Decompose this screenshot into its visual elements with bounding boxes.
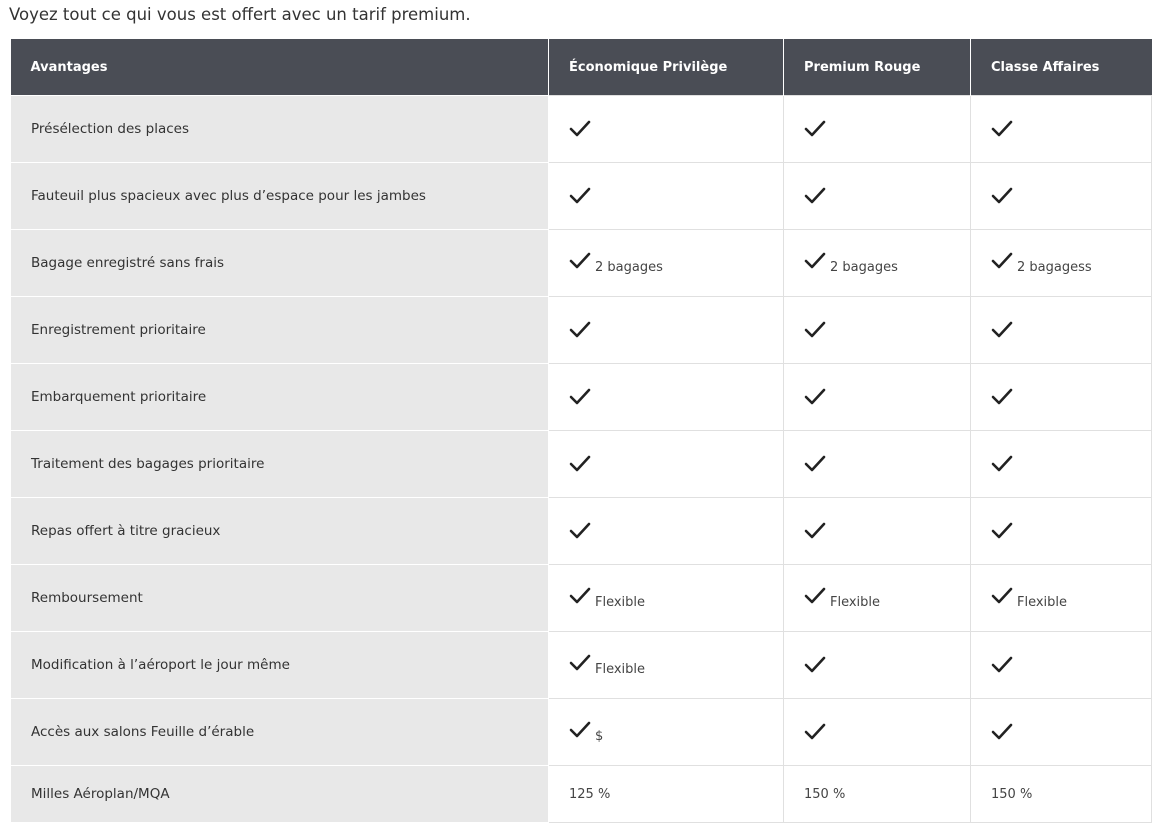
header-classe-affaires: Classe Affaires [971, 39, 1152, 96]
benefit-cell [971, 766, 1152, 823]
benefit-cell [784, 96, 971, 163]
benefit-cell [971, 699, 1152, 766]
checkmark-icon [804, 586, 826, 606]
table-row [11, 230, 1152, 297]
benefit-cell [971, 565, 1152, 632]
checkmark-icon [991, 251, 1013, 271]
checkmark-icon [991, 320, 1013, 340]
header-economique-privilege: Économique Privilège [549, 39, 784, 96]
fare-comparison-table [10, 39, 1152, 823]
cell-note: 2 bagagess [1017, 260, 1092, 275]
cell-value: 150 % [804, 787, 846, 802]
header-avantages: Avantages [11, 39, 549, 96]
checkmark-icon [804, 722, 826, 742]
checkmark-icon [569, 720, 591, 740]
checkmark-icon [804, 251, 826, 271]
table-row [11, 96, 1152, 163]
checkmark-icon [991, 521, 1013, 541]
checkmark-icon [569, 653, 591, 673]
benefit-cell [549, 699, 784, 766]
benefit-label: Présélection des places [11, 96, 549, 163]
table-row [11, 364, 1152, 431]
checkmark-icon [991, 655, 1013, 675]
benefit-label: Bagage enregistré sans frais [11, 230, 549, 297]
benefit-cell [784, 297, 971, 364]
page-title: Voyez tout ce qui vous est offert avec un tarif premium. [9, 5, 471, 24]
benefit-label: Accès aux salons Feuille d’érable [11, 699, 549, 766]
checkmark-icon [804, 521, 826, 541]
checkmark-icon [569, 186, 591, 206]
benefit-cell [784, 565, 971, 632]
benefit-cell [971, 163, 1152, 230]
cell-note: 2 bagages [830, 260, 898, 275]
table-row [11, 565, 1152, 632]
checkmark-icon [804, 119, 826, 139]
benefit-label: Fauteuil plus spacieux avec plus d’espace pour les jambes [11, 163, 549, 230]
table-header-row [11, 39, 1152, 96]
checkmark-icon [991, 586, 1013, 606]
benefit-cell [971, 364, 1152, 431]
benefit-cell [784, 431, 971, 498]
benefit-cell [549, 565, 784, 632]
benefit-cell [971, 431, 1152, 498]
checkmark-icon [569, 320, 591, 340]
cell-note: $ [595, 729, 604, 744]
checkmark-icon [569, 119, 591, 139]
checkmark-icon [991, 119, 1013, 139]
benefit-cell [549, 498, 784, 565]
benefit-cell [784, 498, 971, 565]
checkmark-icon [804, 320, 826, 340]
cell-note: Flexible [595, 662, 646, 677]
benefit-label: Repas offert à titre gracieux [11, 498, 549, 565]
benefit-cell [784, 364, 971, 431]
table-row [11, 699, 1152, 766]
benefit-cell [549, 96, 784, 163]
checkmark-icon [991, 722, 1013, 742]
checkmark-icon [569, 387, 591, 407]
table-row [11, 632, 1152, 699]
benefit-label: Embarquement prioritaire [11, 364, 549, 431]
checkmark-icon [569, 251, 591, 271]
benefit-label: Milles Aéroplan/MQA [11, 766, 549, 823]
benefit-label: Enregistrement prioritaire [11, 297, 549, 364]
checkmark-icon [991, 387, 1013, 407]
checkmark-icon [569, 454, 591, 474]
benefit-cell [971, 230, 1152, 297]
benefit-label: Traitement des bagages prioritaire [11, 431, 549, 498]
benefit-cell [549, 163, 784, 230]
cell-note: 2 bagages [595, 260, 663, 275]
benefit-cell [549, 431, 784, 498]
benefit-cell [549, 766, 784, 823]
cell-value: 150 % [991, 787, 1033, 802]
checkmark-icon [569, 586, 591, 606]
benefit-cell [784, 230, 971, 297]
checkmark-icon [569, 521, 591, 541]
benefit-cell [971, 96, 1152, 163]
checkmark-icon [991, 186, 1013, 206]
benefit-cell [971, 632, 1152, 699]
benefit-label: Remboursement [11, 565, 549, 632]
benefit-cell [549, 364, 784, 431]
checkmark-icon [804, 387, 826, 407]
benefit-cell [549, 297, 784, 364]
benefit-cell [784, 163, 971, 230]
header-premium-rouge: Premium Rouge [784, 39, 971, 96]
benefit-cell [784, 699, 971, 766]
cell-note: Flexible [1017, 595, 1068, 610]
checkmark-icon [804, 186, 826, 206]
cell-value: 125 % [569, 787, 611, 802]
checkmark-icon [991, 454, 1013, 474]
table-row [11, 766, 1152, 823]
benefit-cell [971, 498, 1152, 565]
benefit-cell [971, 297, 1152, 364]
checkmark-icon [804, 655, 826, 675]
benefit-cell [549, 632, 784, 699]
table-row [11, 297, 1152, 364]
table-row [11, 498, 1152, 565]
cell-note: Flexible [830, 595, 881, 610]
table-row [11, 163, 1152, 230]
benefit-label: Modification à l’aéroport le jour même [11, 632, 549, 699]
benefit-cell [549, 230, 784, 297]
benefit-cell [784, 632, 971, 699]
cell-note: Flexible [595, 595, 646, 610]
benefit-cell [784, 766, 971, 823]
table-row [11, 431, 1152, 498]
checkmark-icon [804, 454, 826, 474]
